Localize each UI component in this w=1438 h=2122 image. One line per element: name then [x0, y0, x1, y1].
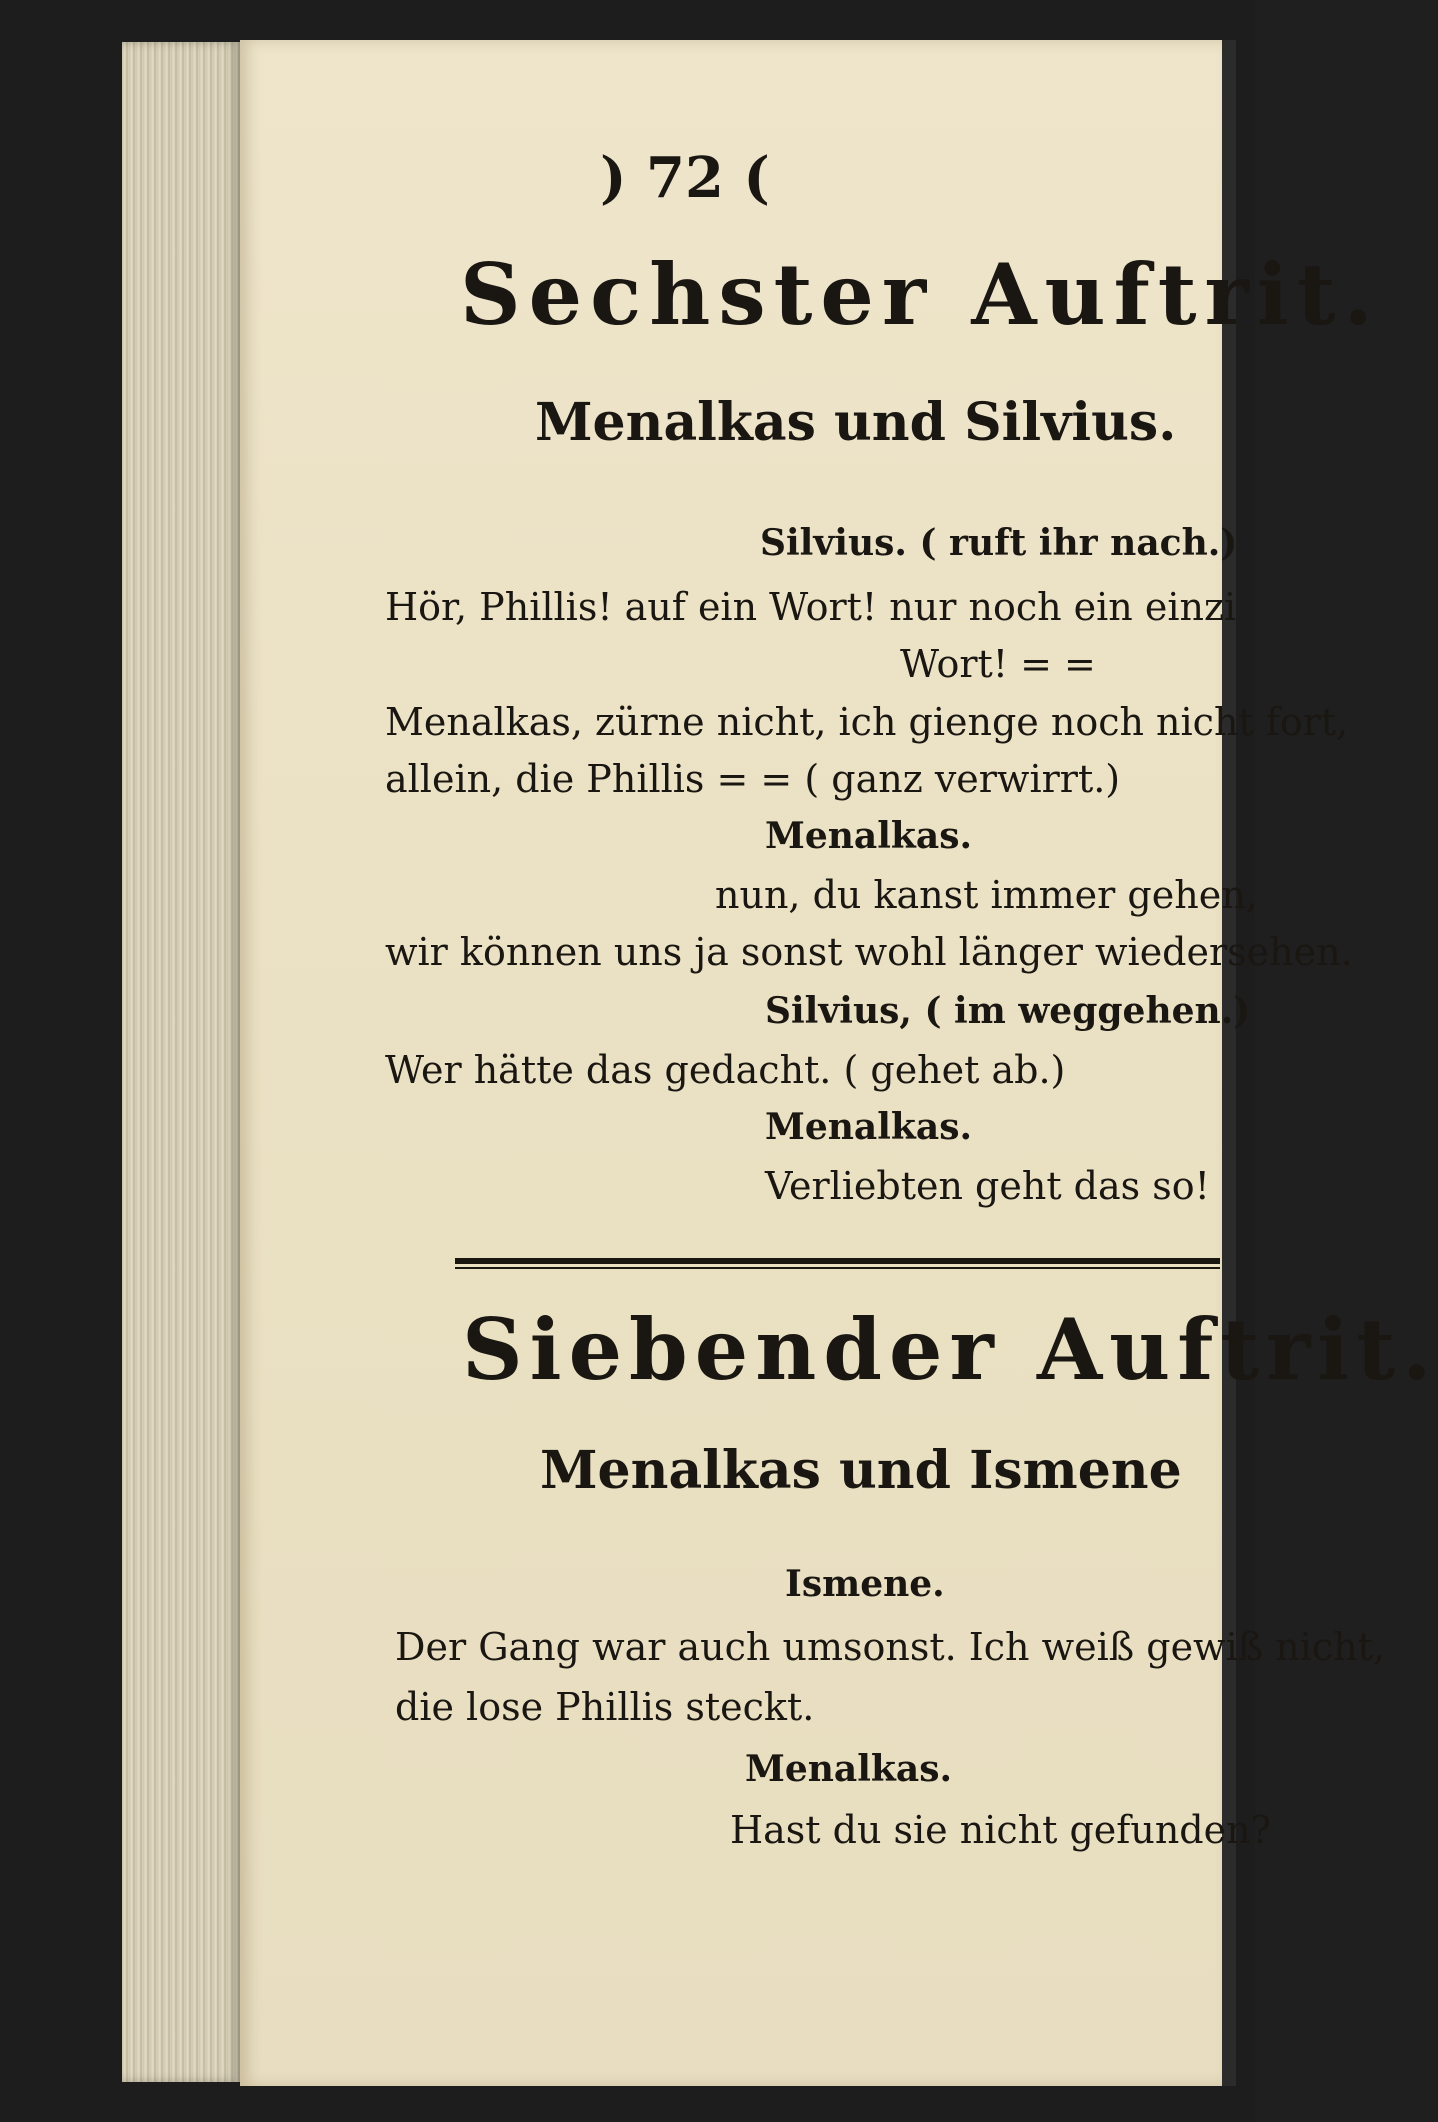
dialogue-line: Verliebten geht das so! — [765, 1164, 1210, 1208]
page-header: ) 72 ( — [600, 145, 770, 211]
scene-title-6: Sechster Auftrit. — [460, 245, 1381, 344]
speaker-name: Menalkas. — [765, 815, 972, 857]
dialogue-line: Hör, Phillis! auf ein Wort! nur noch ein einzi — [385, 585, 1237, 629]
gutter-shadow — [1222, 40, 1236, 2086]
section-rule — [455, 1258, 1220, 1264]
stage-line: Silvius, ( im weggehen.) — [765, 990, 1251, 1032]
section-rule-thin — [455, 1267, 1220, 1269]
book-page-edges — [122, 42, 240, 2082]
dialogue-line: nun, du kanst immer gehen, — [715, 873, 1258, 917]
scene-title-7: Siebender Auftrit. — [462, 1300, 1438, 1399]
speaker-name: Menalkas. — [765, 1106, 972, 1148]
speaker-name: Menalkas. — [745, 1748, 952, 1790]
dialogue-line: Der Gang war auch umsonst. Ich weiß gewiß nicht, — [395, 1625, 1385, 1669]
speaker-name: Ismene. — [785, 1563, 945, 1605]
scene-characters-7: Menalkas und Ismene — [540, 1440, 1182, 1501]
scene-characters-6: Menalkas und Silvius. — [535, 392, 1177, 453]
dialogue-line: Menalkas, zürne nicht, ich gienge noch nicht fort, — [385, 700, 1349, 744]
dialogue-line: wir können uns ja sonst wohl länger wiedersehen. — [385, 930, 1353, 974]
dialogue-line: Hast du sie nicht gefunden? — [730, 1808, 1271, 1852]
dialogue-line: Wort! = = — [900, 642, 1096, 686]
stage-line: Silvius. ( ruft ihr nach.) — [760, 522, 1238, 564]
dialogue-line: die lose Phillis steckt. — [395, 1685, 815, 1729]
dialogue-line: allein, die Phillis = = ( ganz verwirrt.) — [385, 757, 1121, 801]
dialogue-line: Wer hätte das gedacht. ( gehet ab.) — [385, 1048, 1066, 1092]
